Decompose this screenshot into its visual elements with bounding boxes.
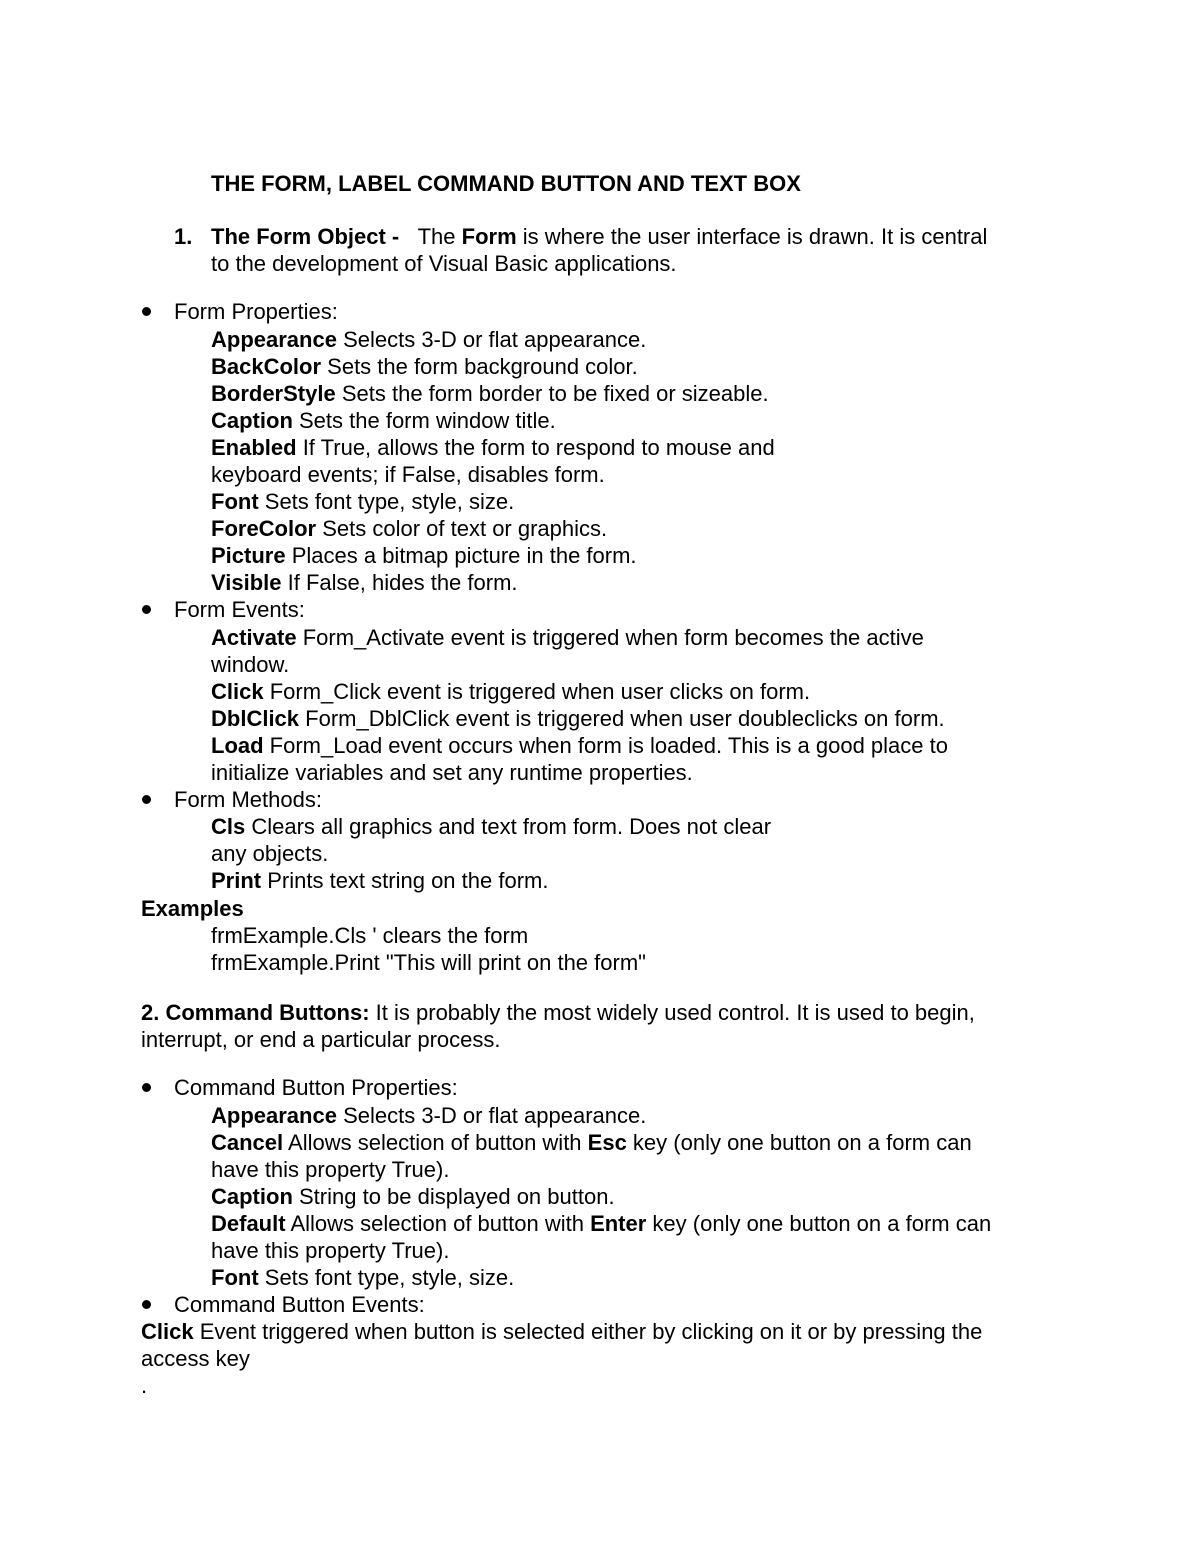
- prop-name: Caption: [211, 1184, 293, 1209]
- term-desc: Sets the form background color.: [321, 354, 638, 379]
- term-desc: If False, hides the form.: [281, 570, 518, 595]
- form-method-item: [211, 840, 328, 867]
- section-2-text: It is probably the most widely used control. It is used to begin,: [369, 1000, 975, 1025]
- prop-desc: Allows selection of button with: [285, 1211, 591, 1236]
- button-event-click-cont: access key: [141, 1346, 250, 1371]
- term-name: Cls: [211, 814, 246, 839]
- term-name: DblClick: [211, 706, 300, 731]
- section-1-text-c: is where the user interface is drawn. It is central: [516, 224, 988, 249]
- prop-desc: Allows selection of button with: [283, 1130, 588, 1155]
- term-name: Enabled: [211, 435, 297, 460]
- prop-name: Appearance: [211, 1103, 337, 1128]
- section-1-line-2: to the development of Visual Basic applications.: [211, 251, 677, 276]
- term-name: Appearance: [211, 327, 337, 352]
- term-desc: Prints text string on the form.: [261, 868, 549, 893]
- prop-desc: Sets font type, style, size.: [258, 1265, 515, 1290]
- term-desc: Places a bitmap picture in the form.: [285, 543, 637, 568]
- form-property-item: [211, 461, 605, 488]
- term-desc: Clears all graphics and text from form. Does not clear: [245, 814, 772, 839]
- button-prop-font: [211, 1264, 514, 1291]
- term-name: BorderStyle: [211, 381, 336, 406]
- term-desc: Sets font type, style, size.: [258, 489, 515, 514]
- term-name: Click: [211, 679, 264, 704]
- form-property-item: [211, 353, 638, 380]
- section-1-number: 1.: [174, 224, 193, 249]
- example-line: frmExample.Cls ' clears the form: [211, 923, 529, 948]
- form-property-item: [211, 542, 637, 569]
- button-prop-caption: [211, 1183, 615, 1210]
- term-name: Activate: [211, 625, 297, 650]
- term-desc: Selects 3-D or flat appearance.: [336, 327, 647, 352]
- button-properties-label: Command Button Properties:: [174, 1075, 458, 1100]
- section-1-intro: [174, 223, 192, 250]
- form-event-item: [211, 678, 810, 705]
- term-name: Picture: [211, 543, 286, 568]
- form-property-item: [211, 515, 607, 542]
- form-property-item: [211, 569, 518, 596]
- form-method-item: [211, 813, 771, 840]
- form-event-item: [211, 705, 945, 732]
- example-line: frmExample.Print "This will print on the form": [211, 950, 646, 975]
- section-2-heading: 2. Command Buttons:: [141, 1000, 370, 1025]
- term-desc: Form_Activate event is triggered when form becomes the active: [296, 625, 924, 650]
- form-methods-label: Form Methods:: [174, 787, 322, 812]
- form-property-item: [211, 434, 775, 461]
- term-desc: Sets color of text or graphics.: [316, 516, 608, 541]
- term-name: Load: [211, 733, 264, 758]
- bullet-icon: [142, 795, 151, 804]
- section-1-text-form: Form: [461, 224, 517, 249]
- term-desc: Form_Load event occurs when form is loaded. This is a good place to: [263, 733, 948, 758]
- form-event-item: [211, 651, 289, 678]
- term-desc: If True, allows the form to respond to mouse and: [296, 435, 775, 460]
- prop-name: Default: [211, 1211, 286, 1236]
- bullet-icon: [142, 605, 151, 614]
- section-1-line-1: [211, 223, 987, 250]
- form-method-item: [211, 867, 548, 894]
- form-properties-label: Form Properties:: [174, 299, 338, 324]
- term-desc: Form_DblClick event is triggered when user doubleclicks on form.: [299, 706, 945, 731]
- section-2-line-2: interrupt, or end a particular process.: [141, 1027, 501, 1052]
- button-prop-default-cont: have this property True).: [211, 1238, 450, 1263]
- bullet-icon: [142, 1083, 151, 1092]
- term-desc: initialize variables and set any runtime properties.: [211, 760, 693, 785]
- button-prop-appearance: [211, 1102, 646, 1129]
- examples-label: Examples: [141, 896, 244, 921]
- section-1-text-a: The: [417, 224, 462, 249]
- button-prop-default: [211, 1210, 991, 1237]
- button-event-click: [141, 1318, 982, 1345]
- prop-name: Font: [211, 1265, 259, 1290]
- form-property-item: [211, 380, 769, 407]
- form-property-item: [211, 326, 646, 353]
- event-name: Click: [141, 1319, 194, 1344]
- term-name: ForeColor: [211, 516, 317, 541]
- term-name: Visible: [211, 570, 282, 595]
- form-property-item: [211, 488, 514, 515]
- term-name: Print: [211, 868, 262, 893]
- prop-name: Cancel: [211, 1130, 284, 1155]
- term-desc: Sets the form window title.: [292, 408, 556, 433]
- prop-desc: key (only one button on a form can: [626, 1130, 972, 1155]
- form-property-item: [211, 407, 556, 434]
- term-desc: keyboard events; if False, disables form.: [211, 462, 605, 487]
- button-prop-cancel-cont: have this property True).: [211, 1157, 450, 1182]
- document-title: THE FORM, LABEL COMMAND BUTTON AND TEXT BOX: [211, 171, 801, 196]
- button-events-label: Command Button Events:: [174, 1292, 425, 1317]
- term-name: Caption: [211, 408, 293, 433]
- key-name: Enter: [590, 1211, 647, 1236]
- section-2-line-1: [141, 999, 975, 1026]
- form-events-label: Form Events:: [174, 597, 305, 622]
- prop-desc: key (only one button on a form can: [646, 1211, 992, 1236]
- key-name: Esc: [587, 1130, 627, 1155]
- form-event-item: [211, 732, 948, 759]
- term-desc: Form_Click event is triggered when user clicks on form.: [263, 679, 811, 704]
- event-desc: Event triggered when button is selected either by clicking on it or by pressing the: [193, 1319, 983, 1344]
- prop-desc: Selects 3-D or flat appearance.: [336, 1103, 647, 1128]
- section-1-heading: The Form Object -: [211, 224, 400, 249]
- form-event-item: [211, 759, 693, 786]
- bullet-icon: [142, 1300, 151, 1309]
- term-name: Font: [211, 489, 259, 514]
- prop-desc: String to be displayed on button.: [292, 1184, 615, 1209]
- term-desc: window.: [211, 652, 290, 677]
- term-desc: Sets the form border to be fixed or sizeable.: [335, 381, 769, 406]
- term-name: BackColor: [211, 354, 322, 379]
- bullet-icon: [142, 307, 151, 316]
- form-event-item: [211, 624, 924, 651]
- term-desc: any objects.: [211, 841, 329, 866]
- trailing-period: .: [141, 1373, 148, 1398]
- button-prop-cancel: [211, 1129, 972, 1156]
